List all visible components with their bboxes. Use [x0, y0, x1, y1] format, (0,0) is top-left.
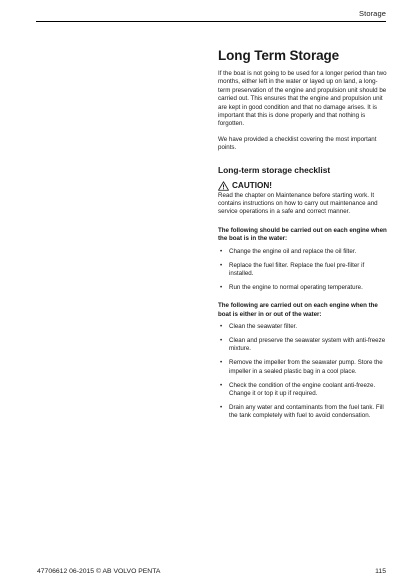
bullet-icon: • [220, 381, 223, 389]
caution-row [218, 181, 388, 191]
list-item [218, 337, 388, 354]
list-item [218, 248, 388, 256]
main-content [218, 48, 388, 426]
in-water-list [218, 248, 388, 293]
in-or-out-heading: The following are carried out on each engine when the boat is either in or out of the water: [218, 302, 378, 318]
intro-paragraph: We have provided a checklist covering the most important points. [218, 135, 377, 152]
list-item-text: Clean the seawater filter. [229, 323, 298, 331]
bullet-icon: • [220, 247, 223, 255]
in-or-out-list [218, 323, 388, 421]
list-item-text: Replace the fuel filter. Replace the fuel pre-filter if installed. [229, 261, 365, 277]
bullet-icon: • [220, 359, 223, 367]
caution-label: CAUTION! [232, 181, 273, 191]
list-item [218, 284, 388, 292]
warning-triangle-icon [218, 181, 229, 191]
bullet-icon: • [220, 283, 223, 291]
caution-block [218, 181, 388, 217]
list-item [218, 323, 388, 331]
bullet-icon: • [220, 261, 223, 269]
page-title: Long Term Storage [218, 48, 340, 63]
list-item-text: Run the engine to normal operating temperature. [229, 283, 363, 291]
list-item [218, 359, 388, 376]
list-item-text: Clean and preserve the seawater system with anti-freeze mixture. [229, 337, 386, 353]
intro-paragraph: If the boat is not going to be used for a longer period than two months, either left in the water or layed up on land, a long-term preservation of the engine and propulsion unit should be carried out. This ensures that the engine and propulsion unit are kept in good condition and that no damage arises. It is important that this is done properly and that nothing is forgotten. [218, 70, 387, 128]
footer-doc-id: 47706612 06-2015 © AB VOLVO PENTA [37, 568, 161, 575]
list-item-text: Drain any water and contaminants from the fuel tank. Fill the tank completely with fuel to avoid condensation. [229, 403, 384, 420]
section-label: Storage [359, 9, 386, 18]
header-rule [36, 21, 386, 22]
page-number: 115 [375, 568, 386, 575]
caution-text: Read the chapter on Maintenance before starting work. It contains instructions on how to carry out maintenance and service operations in a safe and correct manner. [218, 191, 378, 216]
list-item-text: Remove the impeller from the seawater pump. Store the impeller in a sealed plastic bag in a cool place. [229, 359, 383, 375]
in-water-heading: The following should be carried out on each engine when the boat is in the water: [218, 226, 387, 243]
list-item-text: Check the condition of the engine coolant anti-freeze. Change it or top it up if required. [229, 381, 376, 398]
checklist-heading: Long-term storage checklist [218, 164, 331, 175]
bullet-icon: • [220, 337, 223, 345]
list-item [218, 262, 388, 279]
bullet-icon: • [220, 403, 223, 411]
list-item [218, 404, 388, 421]
list-item [218, 382, 388, 399]
bullet-icon: • [220, 323, 223, 331]
list-item-text: Change the engine oil and replace the oil filter. [229, 247, 357, 255]
